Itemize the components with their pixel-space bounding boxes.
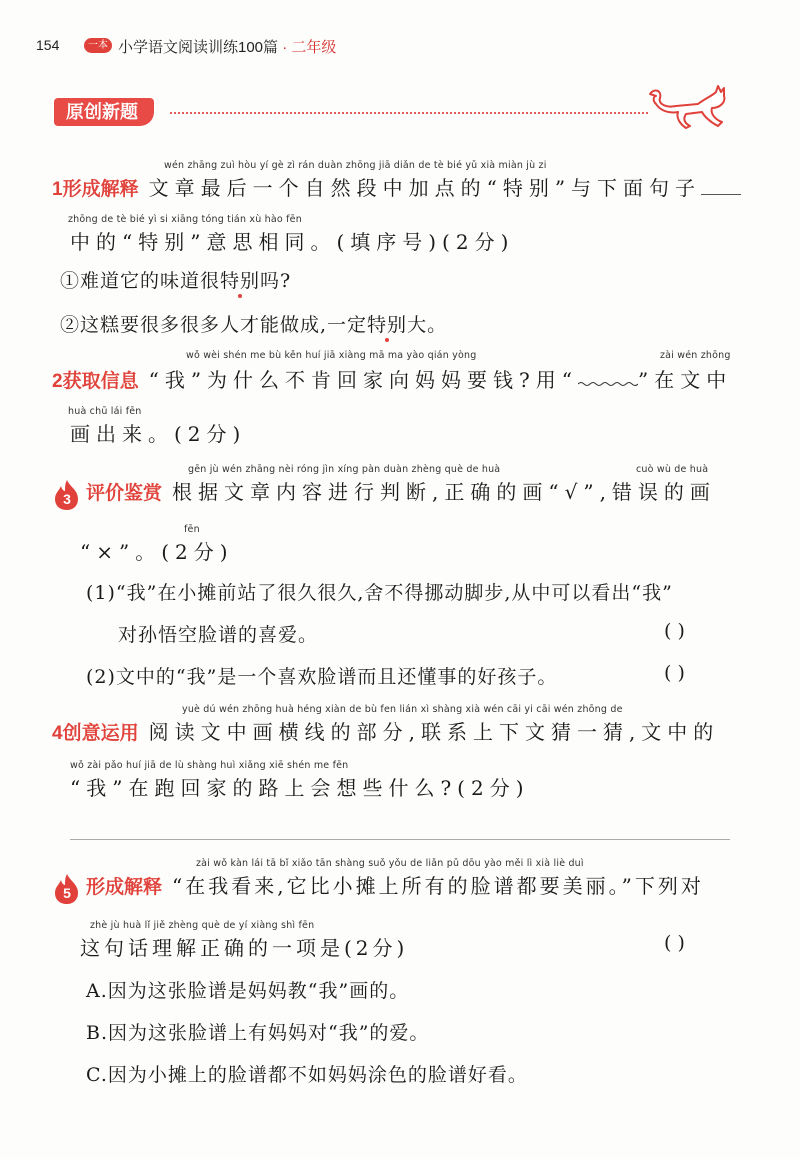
cat-illustration-icon bbox=[646, 84, 728, 130]
q1-trailing-rule bbox=[701, 194, 741, 195]
q2-text-1a: “我”为什么不肯回家向妈妈要钱?用“ bbox=[148, 368, 578, 392]
q5-answer-box[interactable]: ( ) bbox=[664, 932, 685, 954]
q1-number: 1 bbox=[52, 179, 63, 200]
q2-text-1b: ”在文中 bbox=[638, 368, 733, 392]
brand-badge: 一本 bbox=[84, 38, 112, 53]
q3-item-2-answer-box[interactable]: ( ) bbox=[664, 662, 685, 684]
q1-option-1-prefix: ①难道它的味道很 bbox=[60, 270, 221, 292]
q3-pinyin-1b: cuò wù de huà bbox=[636, 464, 709, 475]
section-divider bbox=[70, 839, 730, 840]
q1-option-2-prefix: ②这糕要很多很多人才能做成,一定 bbox=[60, 314, 368, 336]
q3-item-1-answer-box[interactable]: ( ) bbox=[664, 620, 685, 642]
title-separator: · bbox=[282, 39, 288, 56]
q2-pinyin-2: huà chū lái fēn bbox=[68, 406, 142, 417]
q2-text-2: 画出来。(2分) bbox=[70, 422, 247, 446]
q2-line-1 bbox=[52, 364, 732, 393]
q1-option-1-dotted: 特别 bbox=[220, 270, 261, 292]
q5-pinyin-1: zài wǒ kàn lái tā bǐ xiǎo tān shàng suǒ yǒu de liǎn pǔ dōu yào měi lì xià liè duì bbox=[196, 858, 584, 869]
q3-line-1 bbox=[52, 476, 716, 511]
q5-text-1: “在我看来,它比小摊上所有的脸谱都要美丽。”下列对 bbox=[172, 874, 704, 898]
flame-number-icon bbox=[52, 873, 82, 905]
q4-text-2: “我”在跑回家的路上会想些什么?(2分) bbox=[70, 776, 530, 800]
q3-text-2: “×”。(2分) bbox=[80, 540, 234, 564]
q3-label: 评价鉴赏 bbox=[86, 483, 163, 504]
q4-number: 4 bbox=[52, 723, 63, 744]
q3-pinyin-2: fēn bbox=[184, 524, 200, 535]
q1-text-2: 中的“特别”意思相同。(填序号)(2分) bbox=[70, 230, 515, 254]
banner-dotted-line bbox=[170, 112, 648, 114]
q1-option-1-suffix: 吗? bbox=[260, 270, 292, 292]
q5-option-c: C.因为小摊上的脸谱都不如妈妈涂色的脸谱好看。 bbox=[86, 1064, 528, 1086]
q5-pinyin-2: zhè jù huà lǐ jiě zhèng què de yí xiàng shì fēn bbox=[90, 920, 315, 931]
q3-pinyin-1: gēn jù wén zhāng nèi róng jìn xíng pàn duàn zhèng què de huà bbox=[188, 464, 501, 475]
q2-pinyin-1: wǒ wèi shén me bù kěn huí jiā xiàng mā ma yào qián yòng bbox=[186, 350, 477, 361]
book-title bbox=[118, 36, 336, 57]
q4-pinyin-1: yuè dú wén zhōng huà héng xiàn de bù fen lián xì shàng xià wén cāi yi cāi wén zhōng de bbox=[182, 704, 623, 715]
q1-option-1 bbox=[60, 266, 291, 293]
q1-text-1: 文章最后一个自然段中加点的“特别”与下面句子 bbox=[148, 176, 702, 200]
q3-item-1-line-1: (1)“我”在小摊前站了很久很久,舍不得挪动脚步,从中可以看出“我” bbox=[86, 582, 673, 604]
q5-label: 形成解释 bbox=[86, 877, 163, 898]
q3-text-1: 根据文章内容进行判断,正确的画“√”,错误的画 bbox=[172, 480, 716, 504]
page-number: 154 bbox=[36, 37, 60, 53]
flame-number-icon bbox=[52, 479, 82, 511]
q4-pinyin-2: wǒ zài pǎo huí jiā de lù shàng huì xiǎng xiē shén me fēn bbox=[70, 760, 349, 771]
q1-option-2-dotted: 特别 bbox=[367, 314, 408, 336]
q1-option-2-suffix: 大。 bbox=[407, 314, 448, 336]
wavy-underline-icon bbox=[578, 373, 638, 387]
q4-text-1: 阅读文中画横线的部分,联系上下文猜一猜,文中的 bbox=[148, 720, 720, 744]
q3-item-1-line-2: 对孙悟空脸谱的喜爱。 bbox=[118, 624, 319, 646]
q1-label: 形成解释 bbox=[62, 179, 139, 200]
q2-number: 2 bbox=[52, 371, 63, 392]
q3-number: 3 bbox=[63, 490, 71, 507]
q2-pinyin-1b: zài wén zhōng bbox=[660, 350, 731, 361]
q1-pinyin-2: zhōng de tè bié yì si xiāng tóng tián xù hào fēn bbox=[68, 214, 302, 225]
q5-option-b: B.因为这张脸谱上有妈妈对“我”的爱。 bbox=[86, 1022, 430, 1044]
q5-option-a: A.因为这张脸谱是妈妈教“我”画的。 bbox=[86, 980, 410, 1002]
q5-text-2: 这句话理解正确的一项是(2分) bbox=[80, 936, 409, 960]
q1-option-2 bbox=[60, 310, 447, 337]
q4-label: 创意运用 bbox=[62, 723, 139, 744]
section-banner: 原创新题 bbox=[54, 98, 154, 126]
q4-line-1 bbox=[52, 716, 719, 745]
q1-pinyin-1: wén zhāng zuì hòu yí gè zì rán duàn zhōng jiā diǎn de tè bié yǔ xià miàn jù zi bbox=[164, 160, 547, 171]
q1-line-1 bbox=[52, 172, 741, 201]
grade-label: 二年级 bbox=[291, 39, 337, 56]
q5-number: 5 bbox=[63, 884, 71, 901]
book-title-text: 小学语文阅读训练100篇 bbox=[118, 39, 279, 56]
q3-item-2: (2)文中的“我”是一个喜欢脸谱而且还懂事的好孩子。 bbox=[86, 666, 558, 688]
q2-label: 获取信息 bbox=[62, 371, 139, 392]
q5-line-1 bbox=[52, 870, 704, 905]
